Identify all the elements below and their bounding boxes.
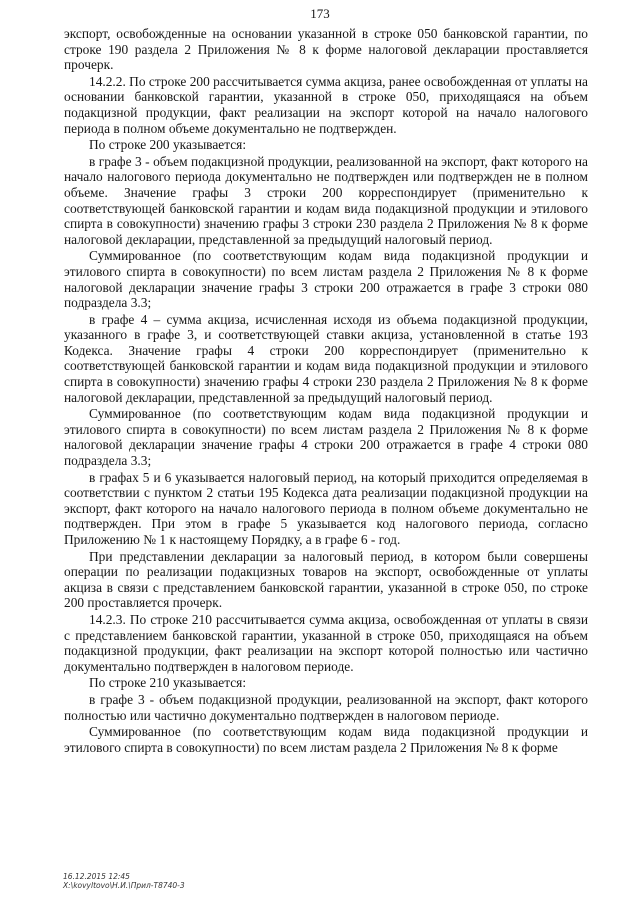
paragraph: При представлении декларации за налоговый период, в котором были совершены операции по реализации подакцизных товаров на экспорт, освобожденные от уплаты акциза в связи с представлением банковской гарантии, указанной в строке 050, по строке 200 проставляется прочерк. [64, 548, 588, 611]
paragraph: в графе 3 - объем подакцизной продукции, реализованной на экспорт, факт которого на начало налогового периода документально не подтвержден или подтвержден не в полном объеме. Значение графы 3 строки 200 корреспондирует (применительно к соответствующей банковской гарантии и кодам вида подакцизной продукции и этилового спирта в совокупности) значению графы 3 строки 230 раздела 2 Приложения № 8 к форме налоговой декларации, представленной за предыдущий налоговый период. [64, 153, 588, 247]
paragraph: в графе 3 - объем подакцизной продукции, реализованной на экспорт, факт которого полностью или частично документально подтвержден в налоговом периоде. [64, 691, 588, 723]
paragraph: в графах 5 и 6 указывается налоговый период, на который приходится определяемая в соответствии с пунктом 2 статьи 195 Кодекса дата реализации подакцизной продукции на экспорт, факт которого на начало налогового периода в полном объеме документально не подтвержден. При этом в графе 5 указывается код налогового периода, согласно Приложению № 1 к настоящему Порядку, а в графе 6 - год. [64, 469, 588, 547]
paragraph: По строке 200 указывается: [89, 137, 247, 153]
footer-file-path: X:\kovyltovo\Н.И.\Прил-Т8740-3 [63, 881, 185, 890]
page-number: 173 [310, 6, 330, 21]
document-body [64, 26, 588, 756]
paragraph: Суммированное (по соответствующим кодам вида подакцизной продукции и этилового спирта в совокупности) по всем листам раздела 2 Приложения № 8 к форме налоговой декларации значение графы 4 строки 200 отражается в графе 4 строки 080 подраздела 3.3; [64, 406, 588, 469]
document-footer [63, 872, 185, 890]
footer-timestamp: 16.12.2015 12:45 [63, 872, 130, 881]
paragraph: 14.2.3. По строке 210 рассчитывается сумма акциза, освобожденная от уплаты в связи с представлением банковской гарантии, указанной в строке 050, приходящаяся на объем подакцизной продукции, факт реализации на экспорт которой полностью или частично документально подтвержден в налоговом периоде. [64, 611, 588, 674]
paragraph: 14.2.2. По строке 200 рассчитывается сумма акциза, ранее освобожденная от уплаты на основании банковской гарантии, указанной в строке 050, приходящаяся на объем подакцизной продукции, факт реализации на экспорт которой на начало налогового периода в полном объеме документально не подтвержден. [64, 73, 588, 136]
paragraph: Суммированное (по соответствующим кодам вида подакцизной продукции и этилового спирта в совокупности) по всем листам раздела 2 Приложения № 8 к форме налоговой декларации значение графы 3 строки 200 отражается в графе 3 строки 080 подраздела 3.3; [64, 248, 588, 311]
paragraph: экспорт, освобожденные на основании указанной в строке 050 банковской гарантии, по строке 190 раздела 2 Приложения № 8 к форме налоговой декларации проставляется прочерк. [64, 26, 588, 73]
paragraph: По строке 210 указывается: [89, 675, 247, 691]
paragraph: в графе 4 – сумма акциза, исчисленная исходя из объема подакцизной продукции, указанного в графе 3, и соответствующей ставки акциза, установленной в статье 193 Кодекса. Значение графы 4 строки 200 корреспондирует (применительно к соответствующей банковской гарантии и кодам вида подакцизной продукции и этилового спирта в совокупности) значению графы 4 строки 230 раздела 2 Приложения № 8 к форме налоговой декларации, представленной за предыдущий налоговый период. [64, 311, 588, 405]
paragraph: Суммированное (по соответствующим кодам вида подакцизной продукции и этилового спирта в совокупности) по всем листам раздела 2 Приложения № 8 к форме [64, 724, 588, 755]
